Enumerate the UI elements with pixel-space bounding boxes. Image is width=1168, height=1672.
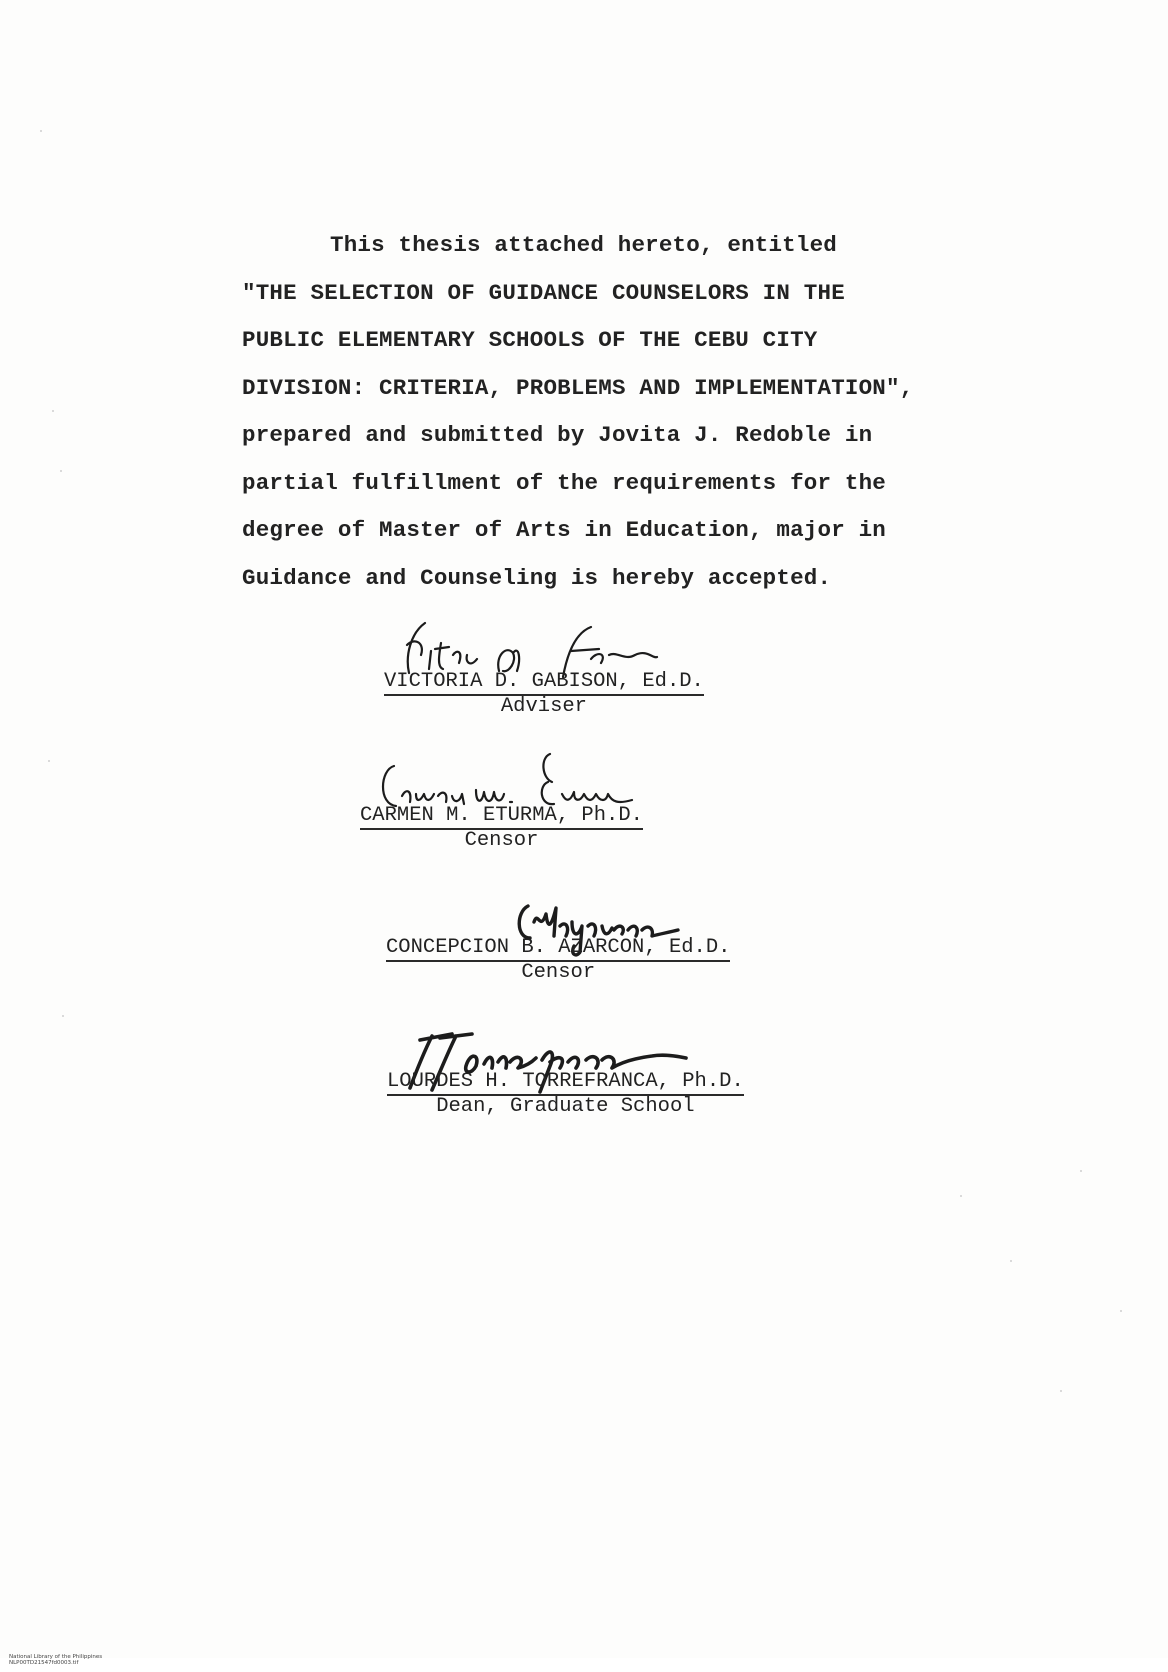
signatory-role: Adviser (500, 695, 587, 718)
scan-speck (62, 1015, 64, 1017)
signatory-block (387, 1070, 744, 1118)
signatory-role: Censor (521, 961, 596, 984)
scan-speck (1120, 1310, 1122, 1312)
paragraph-line: degree of Master of Arts in Education, major in (242, 517, 887, 543)
signatory-name: VICTORIA D. GABISON, Ed.D. (384, 670, 704, 696)
paragraph-line: "THE SELECTION OF GUIDANCE COUNSELORS IN THE (242, 279, 845, 306)
paragraph-line: partial fulfillment of the requirements for the (242, 469, 887, 496)
paragraph-line: DIVISION: CRITERIA, PROBLEMS AND IMPLEMENTATION", (242, 374, 914, 401)
scan-speck (40, 130, 42, 132)
scan-speck (1060, 1390, 1062, 1392)
scan-speck (960, 1195, 962, 1197)
paragraph-line: prepared and submitted by Jovita J. Redoble in (242, 422, 873, 448)
acceptance-paragraph (242, 222, 1002, 602)
scan-speck (1080, 1170, 1082, 1172)
signatory-block (360, 804, 643, 852)
signatory-block (384, 670, 704, 718)
signatory-role: Dean, Graduate School (436, 1095, 695, 1118)
footer-library: National Library of the Philippines (9, 1654, 103, 1660)
paragraph-line: This thesis attached hereto, entitled (330, 232, 837, 258)
scan-speck (1010, 1260, 1012, 1262)
scan-speck (48, 760, 50, 762)
signatory-block (386, 936, 730, 984)
footer-file-id: NLP00TD21547fd0003.tif (9, 1660, 79, 1666)
signatory-name: LOURDES H. TORREFRANCA, Ph.D. (387, 1070, 744, 1096)
scan-footer (2, 1648, 142, 1672)
signatory-name: CARMEN M. ETURMA, Ph.D. (360, 804, 643, 830)
signatory-role: Censor (464, 829, 539, 852)
paragraph-line: PUBLIC ELEMENTARY SCHOOLS OF THE CEBU CITY (242, 327, 818, 353)
scan-speck (60, 470, 62, 472)
scan-speck (52, 410, 54, 412)
signatory-name: CONCEPCION B. AZARCON, Ed.D. (386, 936, 730, 962)
paragraph-line: Guidance and Counseling is hereby accepted. (242, 564, 832, 591)
